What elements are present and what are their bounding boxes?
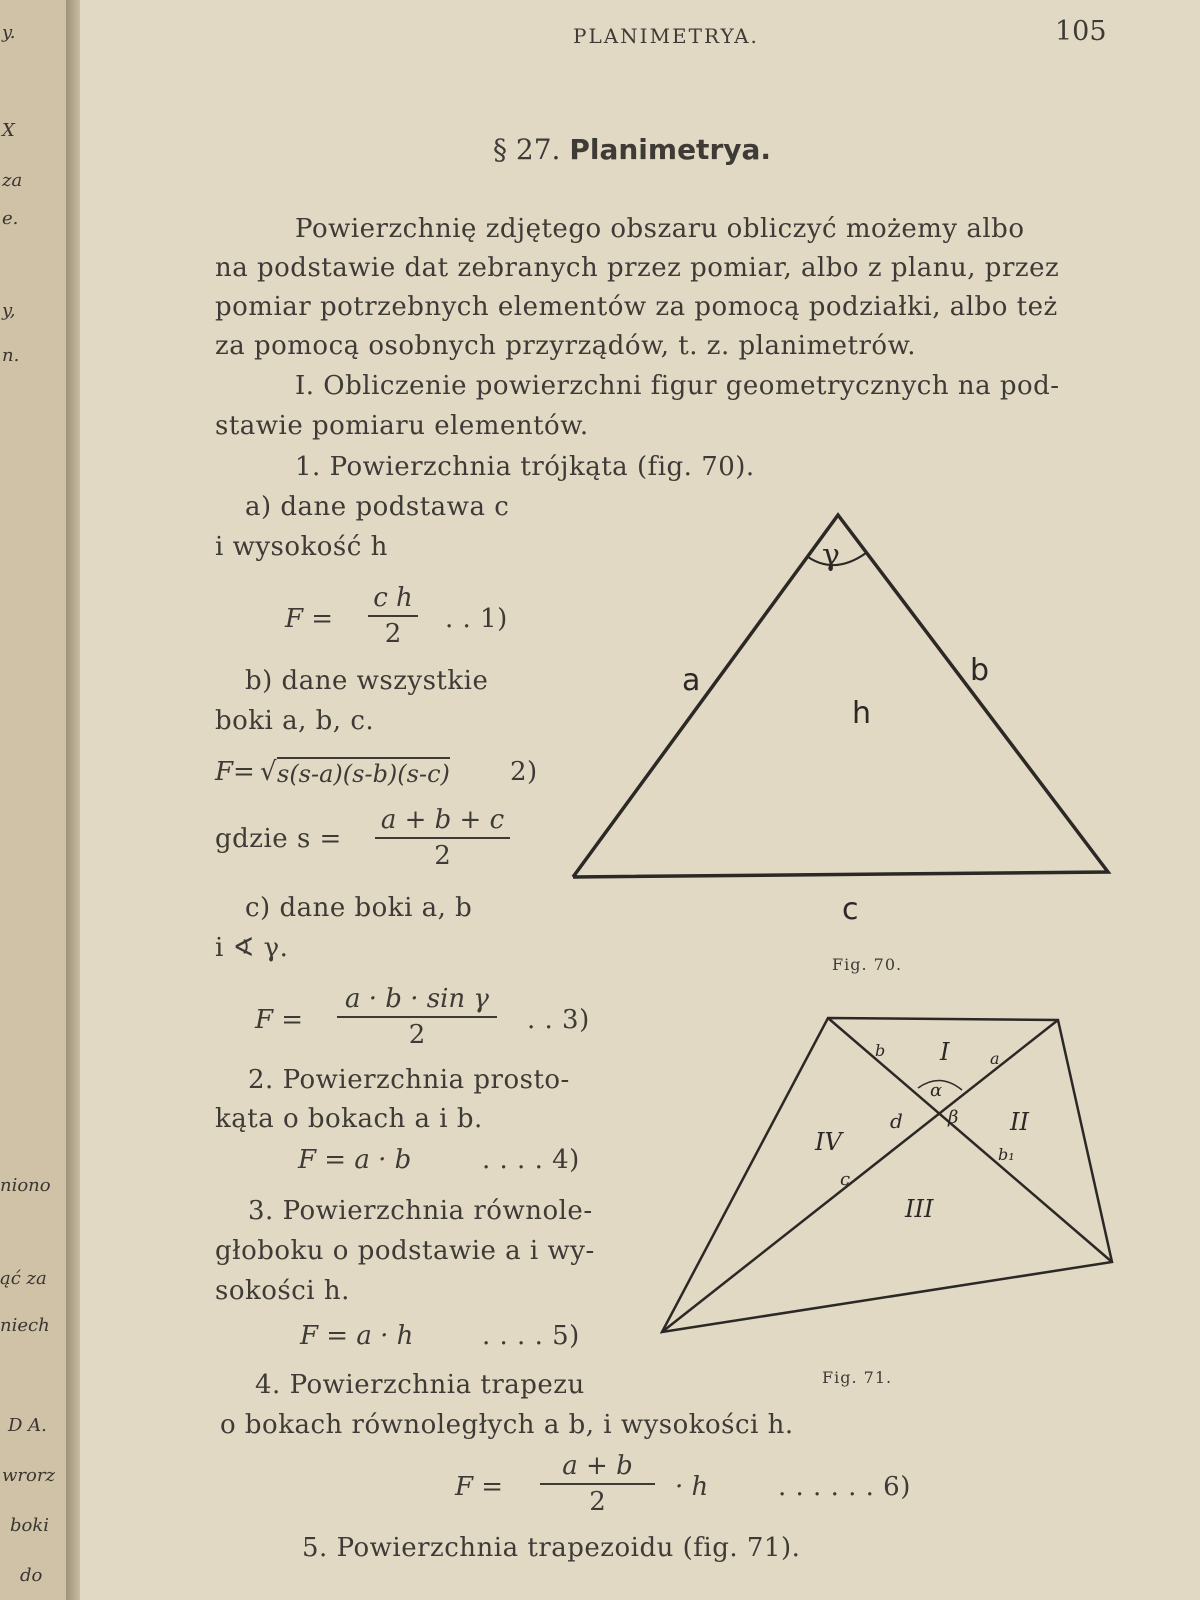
prev-page-fragment: do: [20, 1565, 43, 1586]
figure-71-caption: Fig. 71.: [822, 1368, 893, 1387]
fraction-numerator: a + b: [562, 1451, 633, 1481]
figure-71-trapezoid: [650, 1010, 1120, 1340]
prev-page-fragment: n.: [2, 345, 20, 366]
previous-page-edge: [0, 0, 70, 1600]
fraction-bar: [368, 615, 418, 617]
case-a-line: a) dane podstawa c: [245, 492, 510, 522]
formula-2-lhs: F=: [215, 757, 255, 787]
fraction-bar: [540, 1483, 655, 1485]
fraction-denominator: 2: [589, 1487, 606, 1517]
formula-2-number: 2): [510, 757, 538, 787]
region-IV-label: IV: [815, 1128, 842, 1156]
item-3-line: 3. Powierzchnia równole-: [248, 1196, 593, 1226]
formula-s-lhs: gdzie s =: [215, 824, 342, 854]
paragraph-line: pomiar potrzebnych elementów za pomocą podziałki, albo też: [215, 292, 1058, 322]
formula-4-number: . . . . 4): [482, 1145, 580, 1175]
side-a-label: a: [682, 663, 701, 698]
alpha-label: α: [930, 1080, 943, 1101]
section-number: § 27.: [493, 133, 561, 166]
case-b-line: b) dane wszystkie: [245, 666, 489, 696]
prev-page-fragment: niono: [0, 1175, 51, 1196]
segment-a-label: a: [990, 1049, 1000, 1068]
page-number: 105: [1055, 16, 1107, 47]
prev-page-fragment: za: [2, 170, 23, 191]
side-b-label: b: [970, 653, 990, 688]
fraction-numerator: a · b · sin γ: [345, 984, 489, 1014]
formula-4: F = a · b: [298, 1145, 412, 1175]
case-c-line: i ∢ γ.: [215, 933, 289, 963]
formula-6-lhs: F =: [455, 1472, 504, 1502]
item-4-line: o bokach równoległych a b, i wysokości h.: [220, 1410, 794, 1440]
fraction-numerator: a + b + c: [380, 805, 505, 835]
formula-5: F = a · h: [300, 1321, 414, 1351]
item-4-line: 4. Powierzchnia trapezu: [255, 1370, 585, 1400]
paragraph-line: stawie pomiaru elementów.: [215, 411, 589, 441]
item-2-line: 2. Powierzchnia prosto-: [248, 1065, 570, 1095]
fraction-denominator: 2: [384, 619, 402, 649]
side-c-label: c: [842, 892, 859, 925]
segment-b1-label: b₁: [998, 1145, 1015, 1164]
fraction-numerator: c h: [373, 583, 413, 613]
trapezoid-outline: [662, 1018, 1112, 1332]
prev-page-fragment: niech: [0, 1315, 50, 1336]
formula-6-multiplier: · h: [675, 1472, 709, 1502]
region-III-label: III: [905, 1195, 934, 1223]
prev-page-fragment: X: [2, 120, 15, 141]
formula-1-number: . . 1): [445, 604, 508, 634]
beta-label: β: [948, 1107, 959, 1128]
case-a-line: i wysokość h: [215, 532, 388, 562]
book-page: [80, 0, 1200, 1600]
figure-70-triangle: [560, 505, 1120, 925]
item-3-line: sokości h.: [215, 1276, 350, 1306]
segment-d-label: d: [890, 1109, 903, 1133]
formula-6-fraction: [540, 1451, 655, 1517]
prev-page-fragment: wrorz: [2, 1465, 55, 1486]
prev-page-fragment: ąć za: [0, 1268, 47, 1289]
fraction-bar: [375, 837, 510, 839]
triangle-outline: [573, 515, 1108, 877]
prev-page-fragment: D A.: [8, 1415, 47, 1436]
formula-1-lhs: F =: [285, 604, 334, 634]
segment-c-label: c: [840, 1169, 851, 1190]
paragraph-line: za pomocą osobnych przyrządów, t. z. planimetrów.: [215, 331, 917, 361]
diagonal-1: [828, 1018, 1112, 1262]
formula-2-radicand: s(s-a)(s-b)(s-c): [277, 757, 450, 788]
case-c-line: c) dane boki a, b: [245, 893, 473, 923]
formula-s-fraction: [375, 805, 510, 871]
item-heading: 1. Powierzchnia trójkąta (fig. 70).: [295, 452, 755, 482]
formula-6-number: . . . . . . 6): [778, 1472, 911, 1502]
item-2-line: kąta o bokach a i b.: [215, 1104, 483, 1134]
prev-page-fragment: boki: [10, 1515, 50, 1536]
formula-3-fraction: [337, 984, 497, 1050]
formula-3-number: . . 3): [527, 1005, 590, 1035]
fraction-denominator: 2: [408, 1020, 426, 1050]
running-header: PLANIMETRYA.: [573, 24, 759, 48]
height-h-label: h: [852, 696, 872, 731]
formula-1-fraction: [368, 583, 418, 649]
case-b-line: boki a, b, c.: [215, 706, 375, 736]
paragraph-line: na podstawie dat zebranych przez pomiar, albo z planu, przez: [215, 253, 1060, 283]
item-5-line: 5. Powierzchnia trapezoidu (fig. 71).: [302, 1533, 801, 1563]
paragraph-line: I. Obliczenie powierzchni figur geometrycznych na pod-: [295, 371, 1060, 401]
book-gutter: [66, 0, 80, 1600]
formula-3-lhs: F =: [255, 1005, 304, 1035]
segment-b-label: b: [875, 1041, 886, 1060]
region-II-label: II: [1010, 1108, 1029, 1136]
figure-70-caption: Fig. 70.: [832, 955, 903, 974]
gamma-label: γ: [822, 538, 840, 573]
fraction-bar: [337, 1016, 497, 1018]
paragraph-line: Powierzchnię zdjętego obszaru obliczyć możemy albo: [295, 214, 1025, 244]
prev-page-fragment: y,: [2, 300, 16, 321]
fraction-denominator: 2: [434, 841, 451, 871]
region-I-label: I: [940, 1038, 950, 1066]
sqrt-sign-icon: √: [260, 757, 277, 787]
section-heading: [493, 133, 771, 166]
formula-5-number: . . . . 5): [482, 1321, 580, 1351]
item-3-line: głoboku o podstawie a i wy-: [215, 1236, 595, 1266]
section-title: Planimetrya.: [569, 133, 772, 166]
prev-page-fragment: e.: [2, 208, 19, 229]
prev-page-fragment: y.: [2, 22, 16, 43]
